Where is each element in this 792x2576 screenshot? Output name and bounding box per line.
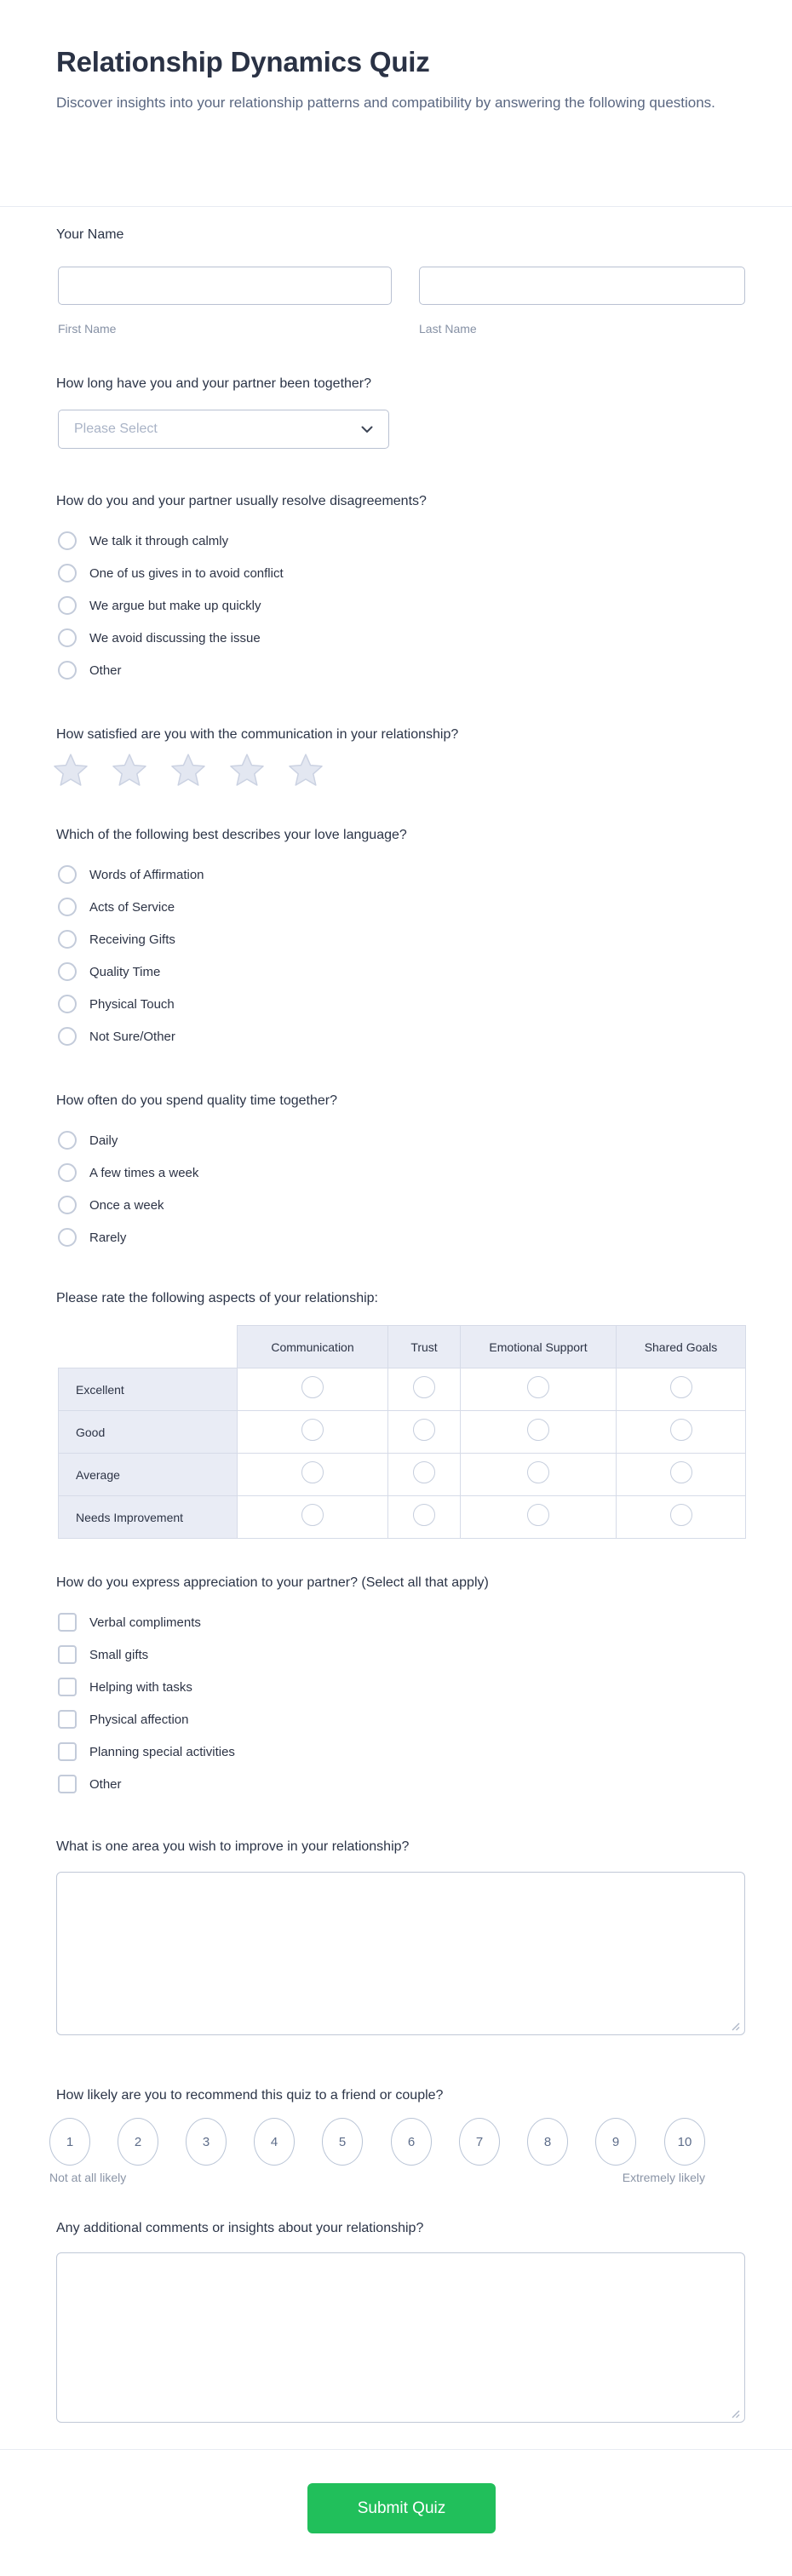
radio-icon [58,564,77,582]
radio-option-label: We argue but make up quickly [89,598,261,613]
star-icon[interactable] [112,753,146,787]
matrix-radio[interactable] [301,1461,324,1483]
relationship-duration-select[interactable] [58,410,389,449]
appreciation-options [58,1606,235,1800]
matrix-radio[interactable] [301,1419,324,1441]
checkbox-option[interactable] [58,1671,235,1703]
radio-option[interactable] [58,891,204,923]
checkbox-option[interactable] [58,1703,235,1736]
radio-icon [58,898,77,916]
radio-option[interactable] [58,654,284,686]
radio-option-label: Not Sure/Other [89,1029,175,1044]
scale-option-7[interactable]: 7 [459,2118,500,2166]
scale-option-5[interactable]: 5 [322,2118,363,2166]
radio-option[interactable] [58,988,204,1020]
radio-option-label: Once a week [89,1197,164,1213]
matrix-radio[interactable] [670,1461,692,1483]
radio-option-label: Rarely [89,1230,127,1245]
radio-option[interactable] [58,589,284,622]
radio-option[interactable] [58,1124,198,1156]
checkbox-option[interactable] [58,1768,235,1800]
matrix-row [59,1454,746,1496]
radio-icon [58,1027,77,1046]
submit-quiz-button[interactable]: Submit Quiz [307,2483,496,2533]
radio-option-label: Quality Time [89,964,161,979]
checkbox-option-label: Helping with tasks [89,1679,192,1695]
duration-question-label: How long have you and your partner been together? [56,376,372,391]
checkbox-icon [58,1645,77,1664]
checkbox-icon [58,1742,77,1761]
checkbox-icon [58,1710,77,1729]
appreciation-question-label: How do you express appreciation to your partner? (Select all that apply) [56,1575,489,1590]
matrix-radio[interactable] [413,1504,435,1526]
scale-option-6[interactable]: 6 [391,2118,432,2166]
star-icon[interactable] [171,753,205,787]
radio-option[interactable] [58,1221,198,1254]
radio-option-label: Other [89,663,122,678]
matrix-radio[interactable] [527,1461,549,1483]
matrix-radio[interactable] [670,1419,692,1441]
checkbox-option[interactable] [58,1606,235,1638]
matrix-row [59,1411,746,1454]
matrix-radio[interactable] [527,1376,549,1398]
love-language-options [58,858,204,1053]
radio-option-label: We avoid discussing the issue [89,630,261,645]
checkbox-option-label: Physical affection [89,1712,189,1727]
matrix-column-header: Trust [388,1326,461,1368]
matrix-radio[interactable] [527,1504,549,1526]
star-rating [54,753,323,787]
improve-area-question-label: What is one area you wish to improve in your relationship? [56,1839,410,1854]
footer-divider [0,2449,792,2450]
star-icon[interactable] [54,753,88,787]
scale-right-label: Extremely likely [622,2171,705,2184]
matrix-radio[interactable] [413,1461,435,1483]
resize-handle-icon[interactable] [731,2407,740,2423]
radio-option-label: Daily [89,1133,118,1148]
comments-textarea[interactable] [56,2252,745,2423]
checkbox-icon [58,1775,77,1793]
radio-option[interactable] [58,557,284,589]
matrix-question-label: Please rate the following aspects of your relationship: [56,1291,378,1305]
chevron-down-icon [361,426,373,433]
matrix-radio[interactable] [527,1419,549,1441]
radio-option[interactable] [58,622,284,654]
name-question-label: Your Name [56,227,124,242]
select-placeholder: Please Select [74,422,158,436]
matrix-radio[interactable] [301,1504,324,1526]
scale-left-label: Not at all likely [49,2171,127,2184]
matrix-row-label: Excellent [59,1368,238,1411]
quality-time-options [58,1124,198,1254]
first-name-sublabel: First Name [58,322,117,336]
checkbox-icon [58,1613,77,1632]
radio-option-label: Words of Affirmation [89,867,204,882]
radio-icon [58,995,77,1013]
page-title: Relationship Dynamics Quiz [56,46,430,77]
radio-icon [58,1228,77,1247]
scale-option-9[interactable]: 9 [595,2118,636,2166]
radio-option-label: We talk it through calmly [89,533,229,548]
matrix-radio[interactable] [670,1376,692,1398]
matrix-radio[interactable] [413,1419,435,1441]
radio-option[interactable] [58,1189,198,1221]
star-icon[interactable] [289,753,323,787]
radio-icon [58,930,77,949]
checkbox-option-label: Small gifts [89,1647,149,1662]
radio-option-label: A few times a week [89,1165,199,1180]
radio-icon [58,865,77,884]
communication-satisfaction-label: How satisfied are you with the communication in your relationship? [56,727,459,742]
scale-option-2[interactable]: 2 [118,2118,158,2166]
header-divider [0,206,792,207]
quality-time-question-label: How often do you spend quality time together? [56,1093,337,1108]
radio-icon [58,628,77,647]
radio-option[interactable] [58,1020,204,1053]
radio-icon [58,962,77,981]
matrix-radio[interactable] [413,1376,435,1398]
matrix-header-row [59,1326,746,1368]
radio-option[interactable] [58,955,204,988]
matrix-row-label: Needs Improvement [59,1496,238,1539]
radio-option[interactable] [58,1156,198,1189]
matrix-row-label: Average [59,1454,238,1496]
radio-option[interactable] [58,525,284,557]
disagreements-options [58,525,284,686]
page-subtitle: Discover insights into your relationship patterns and compatibility by answering the following questions. [56,95,715,111]
rating-matrix-table [58,1325,746,1539]
radio-option-label: Physical Touch [89,996,175,1012]
disagreements-question-label: How do you and your partner usually resolve disagreements? [56,494,427,508]
radio-icon [58,1196,77,1214]
radio-option[interactable] [58,858,204,891]
recommend-question-label: How likely are you to recommend this quiz to a friend or couple? [56,2088,444,2103]
first-name-input[interactable] [58,267,392,305]
scale-option-1[interactable]: 1 [49,2118,90,2166]
checkbox-icon [58,1678,77,1696]
checkbox-option-label: Planning special activities [89,1744,235,1759]
matrix-row [59,1496,746,1539]
radio-icon [58,596,77,615]
matrix-column-header: Shared Goals [617,1326,746,1368]
radio-option-label: Acts of Service [89,899,175,915]
resize-handle-icon[interactable] [731,2020,740,2035]
star-icon[interactable] [230,753,264,787]
matrix-radio[interactable] [670,1504,692,1526]
scale-option-10[interactable]: 10 [664,2118,705,2166]
radio-option-label: Receiving Gifts [89,932,175,947]
scale-option-8[interactable]: 8 [527,2118,568,2166]
scale-option-3[interactable]: 3 [186,2118,227,2166]
checkbox-option-label: Verbal compliments [89,1615,201,1630]
matrix-row [59,1368,746,1411]
radio-option-label: One of us gives in to avoid conflict [89,565,284,581]
improve-area-textarea[interactable] [56,1872,745,2035]
matrix-radio[interactable] [301,1376,324,1398]
matrix-corner-cell [59,1326,238,1368]
checkbox-option[interactable] [58,1638,235,1671]
radio-icon [58,1163,77,1182]
comments-question-label: Any additional comments or insights about your relationship? [56,2221,424,2235]
last-name-input[interactable] [419,267,745,305]
matrix-row-label: Good [59,1411,238,1454]
radio-icon [58,1131,77,1150]
checkbox-option[interactable] [58,1736,235,1768]
radio-option[interactable] [58,923,204,955]
radio-icon [58,661,77,680]
radio-icon [58,531,77,550]
last-name-sublabel: Last Name [419,322,477,336]
matrix-column-header: Emotional Support [461,1326,617,1368]
checkbox-option-label: Other [89,1776,122,1792]
love-language-question-label: Which of the following best describes your love language? [56,828,407,842]
matrix-column-header: Communication [238,1326,388,1368]
scale-option-4[interactable]: 4 [254,2118,295,2166]
